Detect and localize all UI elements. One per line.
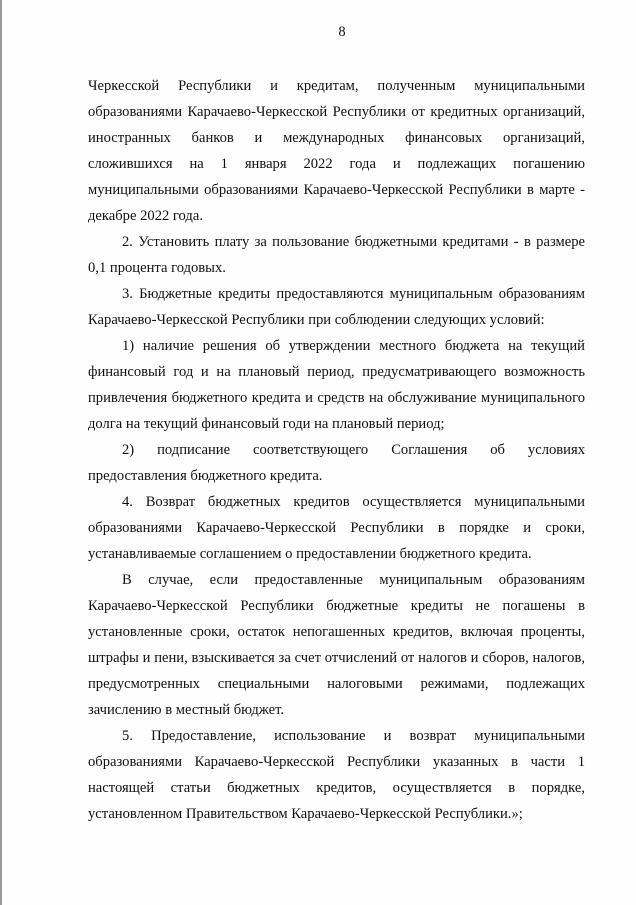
paragraph-overdue-case: В случае, если предоставленные муниципальным образованиям Карачаево-Черкесской Республики бюджетные кредиты не погашены в установленные сроки, остаток непогашенных кредитов, включая проценты, штрафы и пени, взыскивается за счет отчислений от налогов и сборов, налогов, предусмотренных специальными налоговыми режимами, подлежащих зачислению в местный бюджет. xyxy=(88,572,585,718)
page-number: 8 xyxy=(338,24,346,40)
document-body xyxy=(88,73,585,827)
scan-edge xyxy=(0,0,2,905)
paragraph-condition-2: 2) подписание соответствующего Соглашения об условиях предоставления бюджетного кредита. xyxy=(88,442,585,484)
paragraph-item-3: 3. Бюджетные кредиты предоставляются муниципальным образованиям Карачаево-Черкесской Республики при соблюдении следующих условий: xyxy=(88,286,585,328)
paragraph-continuation: Черкесской Республики и кредитам, полученным муниципальными образованиями Карачаево-Черкесской Республики от кредитных организаций, иностранных банков и международных финансовых организаций, сложившихся на 1 января 2022 года и подлежащих погашению муниципальными образованиями Карачаево-Черкесской Республики в марте - декабре 2022 года. xyxy=(88,78,585,224)
paragraph-item-4: 4. Возврат бюджетных кредитов осуществляется муниципальными образованиями Карачаево-Черкесской Республики в порядке и сроки, устанавливаемые соглашением о предоставлении бюджетного кредита. xyxy=(88,494,585,562)
paragraph-item-5: 5. Предоставление, использование и возврат муниципальными образованиями Карачаево-Черкесской Республики указанных в части 1 настоящей статьи бюджетных кредитов, осуществляется в порядке, установленном Правительством Карачаево-Черкесской Республики.»; xyxy=(88,728,585,822)
paragraph-condition-1: 1) наличие решения об утверждении местного бюджета на текущий финансовый год и на плановый период, предусматривающего возможность привлечения бюджетного кредита и средств на обслуживание муниципального долга на текущий финансовый годи на плановый период; xyxy=(88,338,585,432)
paragraph-item-2: 2. Установить плату за пользование бюджетными кредитами - в размере 0,1 процента годовых. xyxy=(88,234,585,276)
